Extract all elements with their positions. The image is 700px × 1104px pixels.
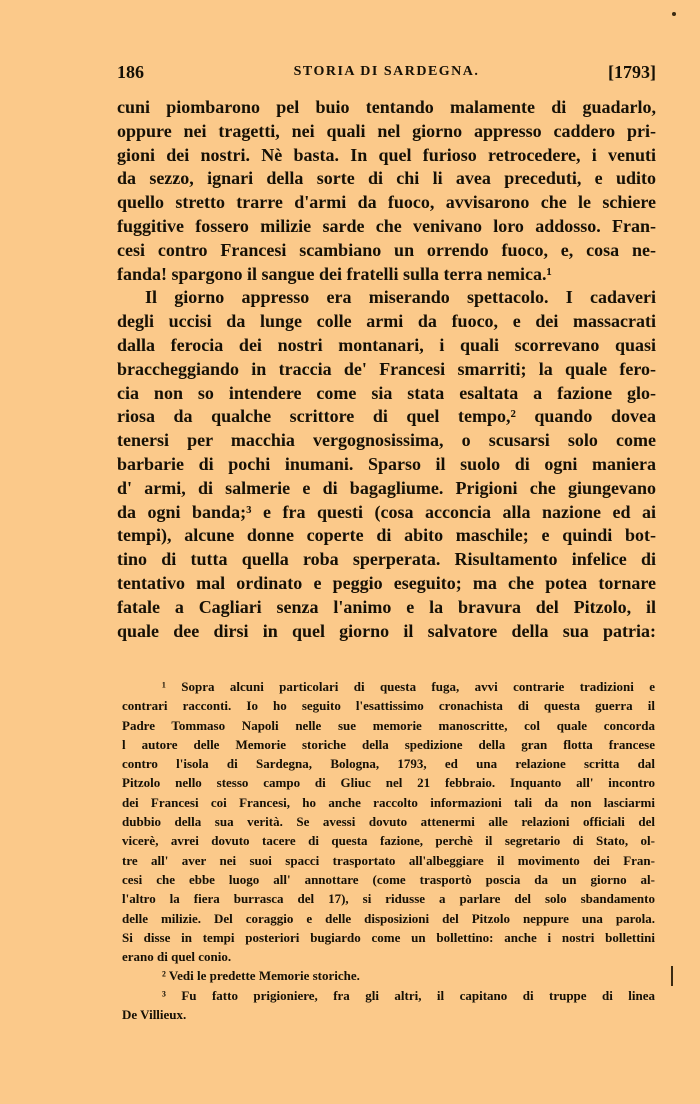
text-line: fuggitive fossero milizie sarde che venivano loro addosso. Fran- — [117, 215, 656, 236]
text-line: da ogni banda;³ e fra questi (cosa acconcia alla nazione ed ai — [117, 501, 656, 522]
running-head: STORIA DI SARDEGNA. — [293, 64, 480, 79]
text-line: quello stretto trarre d'armi da fuoco, avvisarono che le schiere — [117, 192, 656, 213]
text-line: riosa da qualche scrittore di quel tempo,² quando dovea — [117, 406, 656, 427]
footnote-line: l'altro la fiera burrasca del 17), si ridusse a parlare del solo sbandamento — [122, 891, 655, 907]
text-line: barbarie di pochi inumani. Sparso il suolo di ogni maniera — [117, 453, 656, 474]
text-line: cesi contro Francesi scambiano un orrendo fuoco, e, cosa ne- — [117, 239, 656, 260]
footnote-line: vicerè, avrei dovuto tacere di questa fazione, perchè il segretario di Stato, ol- — [122, 833, 655, 849]
text-line: da sezzo, ignari della sorte di chi li avea preceduti, e udito — [117, 168, 656, 189]
text-line: Il giorno appresso era miserando spettacolo. I cadaveri — [145, 287, 656, 308]
footnote-line: erano di quel conio. — [122, 949, 232, 965]
footnote-line: contro l'isola di Sardegna, Bologna, 1793, ed una relazione scritta dal — [122, 756, 655, 772]
text-line: braccheggiando in traccia de' Francesi smarriti; la quale fero- — [117, 358, 656, 379]
page-number: 186 — [117, 62, 144, 82]
text-line: tempi), alcune donne coperte di abito maschile; e quindi bot- — [117, 525, 656, 546]
main-text — [117, 96, 656, 643]
footnote-line: tre all' aver nei suoi spacci trasportato all'albeggiare il movimento dei Fran- — [122, 852, 655, 868]
text-line: cia non so intendere come sia stata esaltata a fazione glo- — [117, 382, 656, 403]
footnote-line: cesi che ebbe luogo all' annottare (come trasportò poscia da un giorno al- — [122, 871, 655, 887]
text-line: tenersi per macchia vergognosissima, o scusarsi solo come — [117, 430, 656, 451]
footnote-line: ¹ Sopra alcuni particolari di questa fuga, avvi contrarie tradizioni e — [162, 679, 655, 694]
page-corner-mark — [672, 12, 676, 16]
text-line: tino di tutta quella roba sperperata. Risultamento infelice di — [117, 549, 656, 570]
text-line: oppure nei tragetti, nei quali nel giorno appresso caddero pri- — [117, 120, 656, 141]
footnote-line: delle milizie. Del coraggio e delle disposizioni del Pitzolo neppure una parola. — [122, 910, 655, 926]
footnote-line: De Villieux. — [122, 1007, 187, 1023]
footnote-line: Pitzolo nello stesso campo di Gliuc nel 21 febbraio. Inquanto all' incontro — [122, 775, 655, 791]
text-line: fatale a Cagliari senza l'animo e la bravura del Pitzolo, il — [117, 596, 656, 617]
text-line: tentativo mal ordinato e peggio eseguito; ma che potea tornare — [117, 572, 656, 593]
footnotes — [122, 677, 655, 1024]
footnote-line: Si disse in tempi posteriori bugiardo come un bollettino: anche i nostri bollettini — [122, 929, 655, 945]
page-header — [117, 62, 656, 88]
footnote-line: dubbio della sua verità. Se avessi dovuto attenermi alle relazioni officiali del — [122, 814, 655, 830]
footnote-line: Padre Tommaso Napoli nelle sue memorie manoscritte, col quale concorda — [122, 717, 655, 733]
footnote-line: ³ Fu fatto prigioniere, fra gli altri, il capitano di truppe di linea — [162, 987, 655, 1003]
footnote-line: ² Vedi le predette Memorie storiche. — [162, 968, 360, 984]
footnote-line: dei Francesi coi Francesi, ho anche raccolto informazioni tali da non lasciarmi — [122, 794, 655, 810]
year-bracket: [1793] — [608, 62, 656, 82]
text-line: d' armi, di salmerie e di bagagliume. Prigioni che giungevano — [117, 477, 656, 498]
text-line: cuni piombarono pel buio tentando malamente di guadarlo, — [117, 97, 656, 117]
text-line: dalla ferocia dei nostri montanari, i quali scorrevano quasi — [117, 334, 656, 355]
text-line: fanda! spargono il sangue dei fratelli sulla terra nemica.¹ — [117, 263, 552, 284]
text-line: quale dee dirsi in quel giorno il salvatore della sua patria: — [117, 620, 656, 641]
footnote-line: contrari racconti. Io ho seguito l'esattissimo cronachista di questa guerra il — [122, 698, 655, 714]
text-line: gioni dei nostri. Nè basta. In quel furioso retrocedere, i venuti — [117, 144, 656, 165]
text-line: degli uccisi da lunge colle armi da fuoco, e dei massacrati — [117, 311, 656, 332]
footnote-line: l autore delle Memorie storiche della spedizione della gran flotta francese — [122, 736, 655, 752]
margin-mark — [671, 966, 673, 986]
